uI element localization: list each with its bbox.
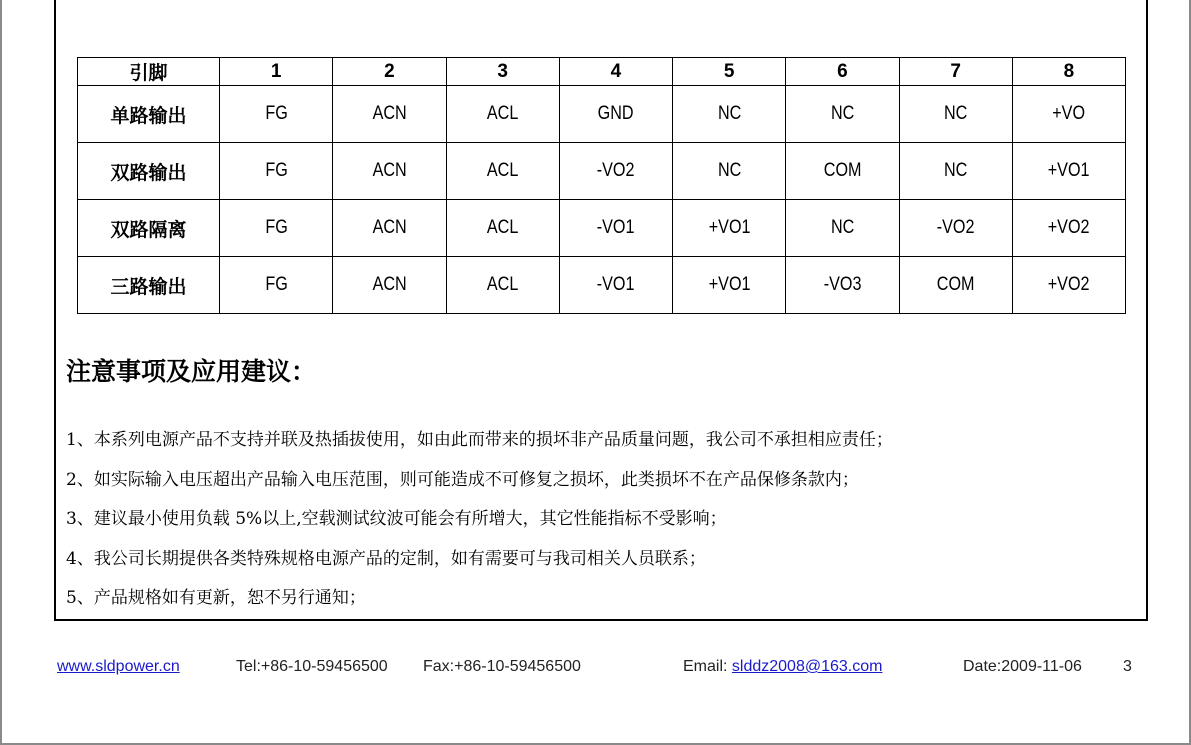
footer-fax: Fax:+86-10-59456500 [423, 658, 581, 675]
table-cell: NC [794, 200, 890, 257]
list-item: 5、产品规格如有更新，恕不另行通知； [66, 588, 366, 608]
page-footer [0, 658, 1191, 680]
header-pin-3: 3 [446, 58, 559, 86]
table-row [78, 200, 1126, 257]
table-cell: COM [907, 257, 1003, 314]
table-cell: NC [681, 86, 777, 143]
page-edge-left [0, 0, 2, 745]
website-link[interactable]: www.sldpower.cn [57, 658, 180, 675]
header-pin-1: 1 [220, 58, 333, 86]
page-number: 3 [1123, 658, 1132, 675]
table-cell: -VO1 [568, 257, 664, 314]
table-cell: +VO1 [681, 200, 777, 257]
row-label: 双路隔离 [78, 200, 220, 257]
table-cell: -VO1 [568, 200, 664, 257]
table-cell: ACN [341, 257, 437, 314]
header-pin-4: 4 [559, 58, 672, 86]
header-pin-5: 5 [673, 58, 786, 86]
list-item: 1、本系列电源产品不支持并联及热插拔使用，如由此而带来的损坏非产品质量问题，我公司不承担相应责任； [66, 430, 893, 450]
table-cell: FG [228, 257, 324, 314]
header-pin-6: 6 [786, 58, 899, 86]
table-cell: FG [228, 200, 324, 257]
table-cell: COM [794, 143, 890, 200]
footer-email [683, 658, 882, 676]
notes-title: 注意事项及应用建议： [66, 357, 317, 386]
row-label: 单路输出 [78, 86, 220, 143]
table-cell: FG [228, 143, 324, 200]
table-cell: FG [228, 86, 324, 143]
header-pin-2: 2 [333, 58, 446, 86]
table-row [78, 143, 1126, 200]
table-cell: ACL [454, 86, 550, 143]
table-cell: ACN [341, 86, 437, 143]
row-label: 双路输出 [78, 143, 220, 200]
list-item: 4、我公司长期提供各类特殊规格电源产品的定制，如有需要可与我司相关人员联系； [66, 548, 706, 569]
header-pin: 引脚 [78, 58, 220, 86]
table-cell: NC [794, 86, 890, 143]
table-cell: +VO1 [681, 257, 777, 314]
table-cell: ACL [454, 200, 550, 257]
table-cell: ACL [454, 143, 550, 200]
footer-tel: Tel:+86-10-59456500 [236, 658, 388, 675]
table-row [78, 86, 1126, 143]
email-label: Email: [683, 658, 732, 675]
table-cell: ACL [454, 257, 550, 314]
row-label: 三路输出 [78, 257, 220, 314]
table-cell: +VO1 [1021, 143, 1117, 200]
header-pin-7: 7 [899, 58, 1012, 86]
table-cell: NC [907, 86, 1003, 143]
table-header-row [78, 58, 1126, 86]
table-cell: -VO2 [907, 200, 1003, 257]
table-cell: +VO [1021, 86, 1117, 143]
table-cell: +VO2 [1021, 257, 1117, 314]
table-cell: ACN [341, 200, 437, 257]
pin-assignment-table [77, 57, 1126, 314]
table-cell: NC [907, 143, 1003, 200]
footer-date: Date:2009-11-06 [963, 658, 1082, 675]
table-cell: -VO2 [568, 143, 664, 200]
email-link[interactable]: slddz2008@163.com [731, 658, 883, 675]
header-pin-8: 8 [1012, 58, 1125, 86]
table-cell: NC [681, 143, 777, 200]
notes-list [66, 426, 893, 624]
table-cell: GND [568, 86, 664, 143]
table-cell: -VO3 [794, 257, 890, 314]
list-item: 3、建议最小使用负载 5%以上,空载测试纹波可能会有所增大，其它性能指标不受影响； [66, 509, 727, 529]
table-row [78, 257, 1126, 314]
table-cell: +VO2 [1021, 200, 1117, 257]
table-cell: ACN [341, 143, 437, 200]
list-item: 2、如实际输入电压超出产品输入电压范围，则可能造成不可修复之损坏，此类损坏不在产品保修条款内； [66, 469, 859, 490]
